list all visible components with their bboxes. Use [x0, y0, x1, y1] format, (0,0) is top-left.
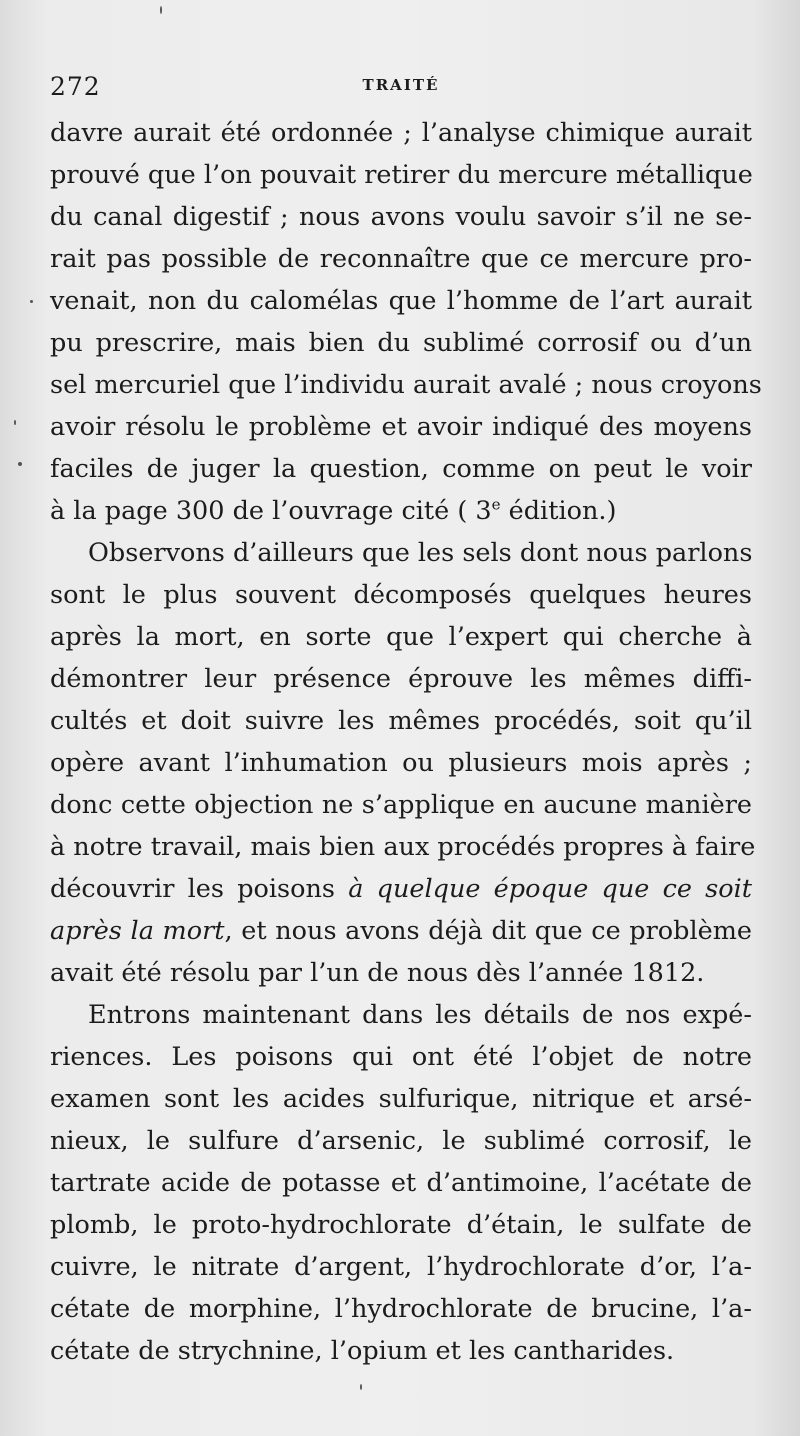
- paper-speck: [18, 462, 22, 466]
- text-line: tartrate acide de potasse et d’antimoine, l’acétate de: [50, 1168, 752, 1198]
- paragraph-1: [50, 112, 762, 532]
- text-line: sel mercuriel que l’individu aurait avalé ; nous croyons: [50, 370, 762, 400]
- text-line: cultés et doit suivre les mêmes procédés, soit qu’il: [50, 706, 752, 736]
- text-line: opère avant l’inhumation ou plusieurs mois après ;: [50, 748, 752, 778]
- text-line: à notre travail, mais bien aux procédés propres à faire: [50, 832, 756, 862]
- italic-text: à quelque époque que ce soit: [348, 874, 753, 904]
- text-line: rait pas possible de reconnaître que ce mercure pro-: [50, 244, 752, 274]
- paragraph-2: [50, 532, 756, 994]
- text-line: davre aurait été ordonnée ; l’analyse chimique aurait: [50, 118, 752, 148]
- page-number: 272: [50, 72, 101, 101]
- italic-text: après la mort: [50, 916, 225, 946]
- text-line: prouvé que l’on pouvait retirer du mercure métallique: [50, 160, 753, 190]
- text-line: avait été résolu par l’un de nous dès l’année 1812.: [50, 958, 705, 988]
- text-line: riences. Les poisons qui ont été l’objet de notre: [50, 1042, 752, 1072]
- paper-speck: [14, 420, 16, 425]
- text-line: faciles de juger la question, comme on peut le voir: [50, 454, 752, 484]
- paper-speck: [360, 1384, 362, 1390]
- text-line: Entrons maintenant dans les détails de nos expé-: [88, 1000, 752, 1030]
- text-line: pu prescrire, mais bien du sublimé corrosif ou d’un: [50, 328, 752, 358]
- text-line: cuivre, le nitrate d’argent, l’hydrochlorate d’or, l’a-: [50, 1252, 752, 1282]
- text-segment: , et nous avons déjà dit que ce problème: [224, 916, 753, 946]
- text-line: cétate de strychnine, l’opium et les cantharides.: [50, 1336, 675, 1366]
- paper-speck: [160, 6, 162, 14]
- text-line: nieux, le sulfure d’arsenic, le sublimé corrosif, le: [50, 1126, 752, 1156]
- paper-speck: [30, 300, 33, 303]
- text-line: [50, 490, 752, 532]
- text-line: du canal digestif ; nous avons voulu savoir s’il ne se-: [50, 202, 752, 232]
- paragraph-3: [50, 994, 752, 1372]
- text-line: avoir résolu le problème et avoir indiqué des moyens: [50, 412, 752, 442]
- text-line: démontrer leur présence éprouve les mêmes diffi-: [50, 664, 752, 694]
- text-line: plomb, le proto-hydrochlorate d’étain, le sulfate de: [50, 1210, 752, 1240]
- text-line: cétate de morphine, l’hydrochlorate de brucine, l’a-: [50, 1294, 752, 1324]
- text-line: examen sont les acides sulfurique, nitrique et arsé-: [50, 1084, 752, 1114]
- text-line: après la mort, en sorte que l’expert qui cherche à: [50, 622, 752, 652]
- running-title: TRAITÉ: [362, 76, 440, 94]
- text-segment: édition.): [500, 496, 617, 526]
- body-text: [50, 112, 762, 1372]
- text-line: Observons d’ailleurs que les sels dont nous parlons: [88, 538, 753, 568]
- text-line: [50, 910, 752, 952]
- superscript: e: [491, 495, 501, 514]
- text-line: venait, non du calomélas que l’homme de l’art aurait: [50, 286, 752, 316]
- text-line: sont le plus souvent décomposés quelques heures: [50, 580, 752, 610]
- running-head: [50, 72, 752, 102]
- text-line: donc cette objection ne s’applique en aucune manière: [50, 790, 752, 820]
- text-segment: à la page 300 de l’ouvrage cité ( 3: [50, 496, 492, 526]
- text-line: [50, 868, 752, 910]
- text-segment: découvrir les poisons: [50, 874, 349, 904]
